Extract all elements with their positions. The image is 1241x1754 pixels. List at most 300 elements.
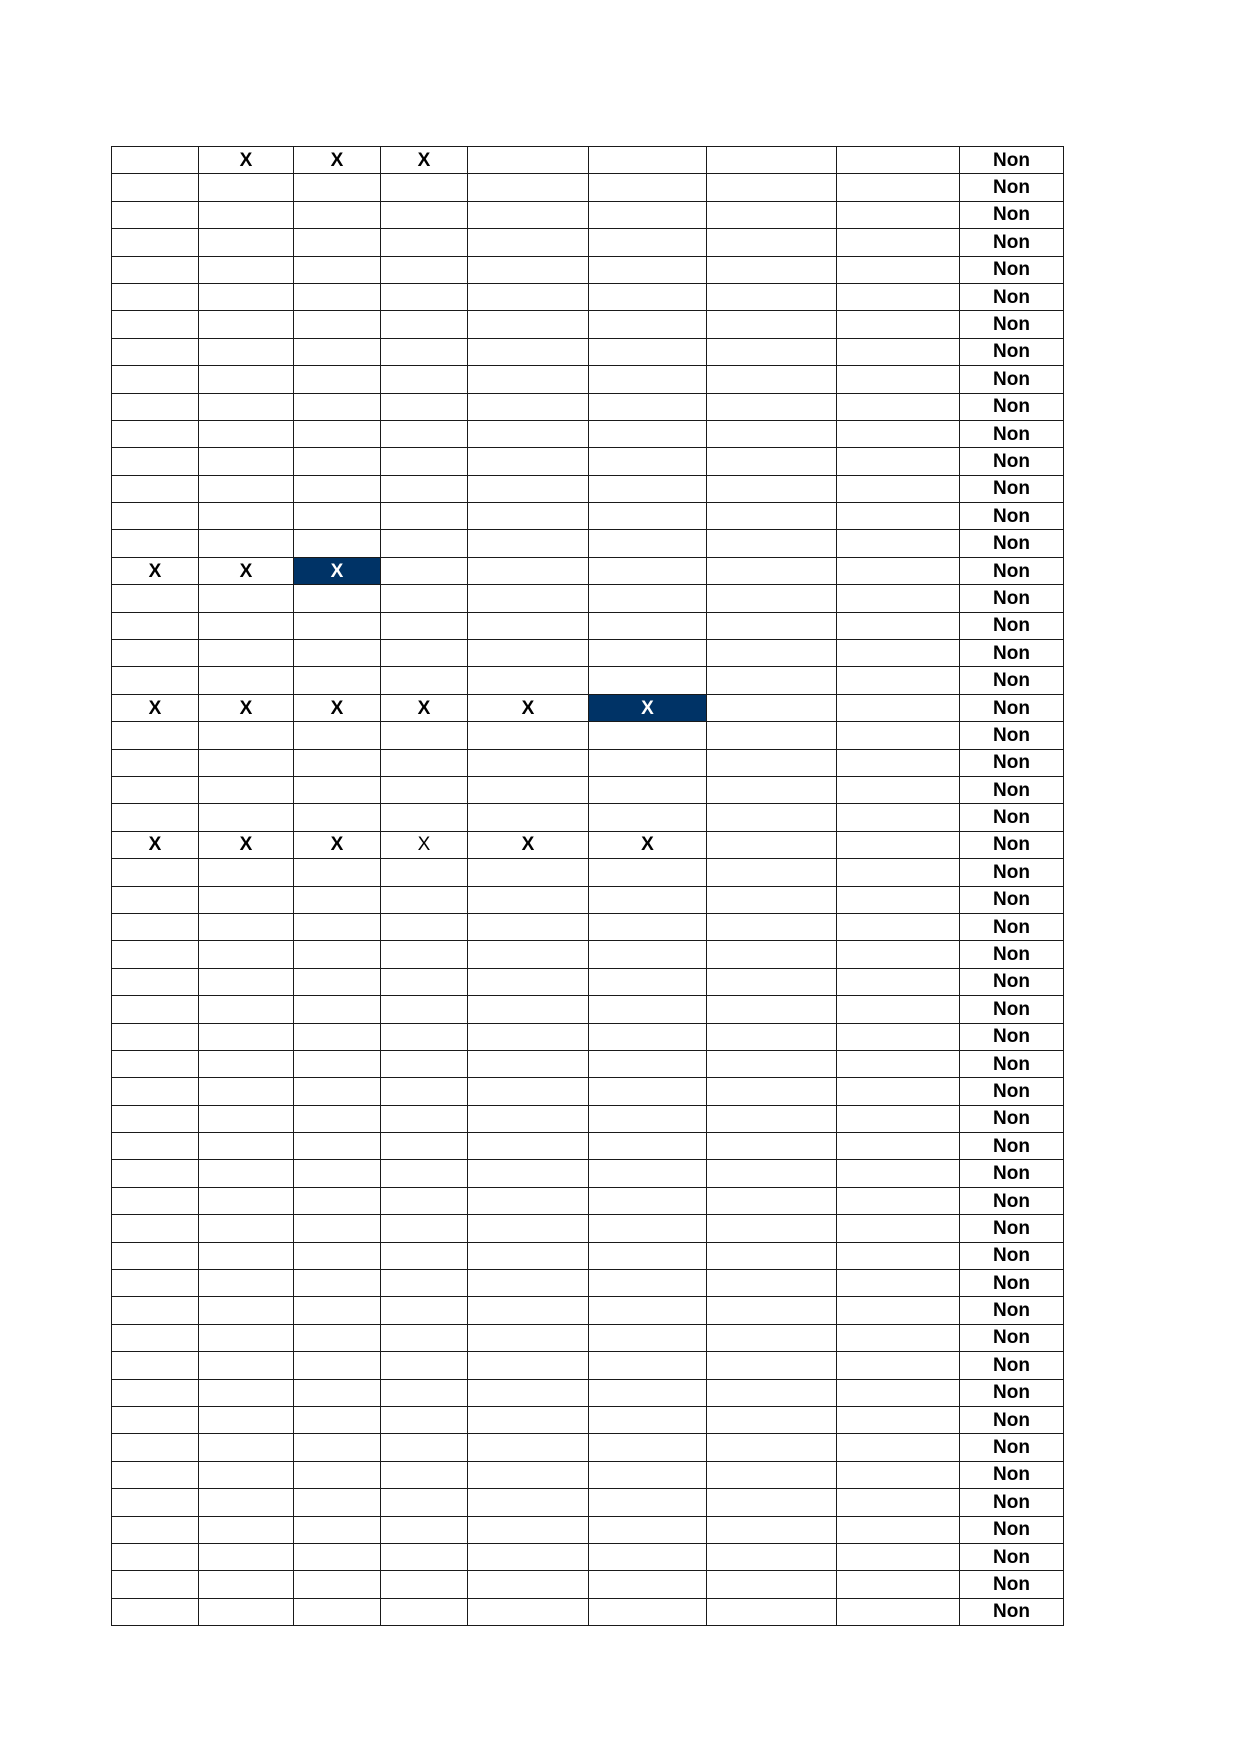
- mark-cell[interactable]: [707, 831, 837, 858]
- mark-cell[interactable]: [112, 1270, 199, 1297]
- mark-cell[interactable]: [199, 941, 294, 968]
- mark-cell[interactable]: [837, 804, 960, 831]
- mark-cell[interactable]: [468, 311, 589, 338]
- mark-cell[interactable]: [707, 283, 837, 310]
- mark-cell[interactable]: [294, 941, 381, 968]
- mark-cell[interactable]: [294, 722, 381, 749]
- mark-cell[interactable]: [468, 503, 589, 530]
- status-cell[interactable]: Non: [960, 1461, 1064, 1488]
- mark-cell[interactable]: [468, 640, 589, 667]
- mark-cell[interactable]: [112, 886, 199, 913]
- mark-cell[interactable]: [112, 1105, 199, 1132]
- status-cell[interactable]: Non: [960, 1434, 1064, 1461]
- mark-cell[interactable]: [589, 1379, 707, 1406]
- mark-cell[interactable]: [707, 229, 837, 256]
- mark-cell[interactable]: [468, 1050, 589, 1077]
- mark-cell[interactable]: [294, 749, 381, 776]
- mark-cell[interactable]: X: [468, 694, 589, 721]
- mark-cell[interactable]: [468, 1133, 589, 1160]
- status-cell[interactable]: Non: [960, 941, 1064, 968]
- mark-cell[interactable]: X: [112, 831, 199, 858]
- status-cell[interactable]: Non: [960, 1215, 1064, 1242]
- mark-cell[interactable]: [468, 1215, 589, 1242]
- mark-cell[interactable]: [294, 585, 381, 612]
- status-cell[interactable]: Non: [960, 886, 1064, 913]
- status-cell[interactable]: Non: [960, 859, 1064, 886]
- mark-cell[interactable]: [381, 283, 468, 310]
- mark-cell[interactable]: [381, 1434, 468, 1461]
- mark-cell[interactable]: [381, 557, 468, 584]
- mark-cell[interactable]: [837, 1297, 960, 1324]
- mark-cell[interactable]: [589, 1461, 707, 1488]
- mark-cell[interactable]: [707, 420, 837, 447]
- status-cell[interactable]: Non: [960, 147, 1064, 174]
- mark-cell[interactable]: [837, 667, 960, 694]
- mark-cell[interactable]: [381, 338, 468, 365]
- status-cell[interactable]: Non: [960, 256, 1064, 283]
- mark-cell[interactable]: [589, 1078, 707, 1105]
- mark-cell[interactable]: [837, 749, 960, 776]
- mark-cell[interactable]: [199, 1297, 294, 1324]
- mark-cell[interactable]: [468, 776, 589, 803]
- mark-cell[interactable]: [707, 1105, 837, 1132]
- mark-cell[interactable]: [589, 1571, 707, 1598]
- mark-cell[interactable]: [837, 229, 960, 256]
- mark-cell[interactable]: [837, 585, 960, 612]
- status-cell[interactable]: Non: [960, 667, 1064, 694]
- mark-cell[interactable]: [837, 859, 960, 886]
- status-cell[interactable]: Non: [960, 557, 1064, 584]
- mark-cell[interactable]: [381, 749, 468, 776]
- mark-cell[interactable]: [468, 1270, 589, 1297]
- mark-cell[interactable]: [837, 448, 960, 475]
- mark-cell[interactable]: [294, 1598, 381, 1625]
- mark-cell[interactable]: [294, 448, 381, 475]
- mark-cell[interactable]: [294, 886, 381, 913]
- mark-cell[interactable]: [837, 1461, 960, 1488]
- mark-cell[interactable]: [112, 996, 199, 1023]
- mark-cell[interactable]: X: [294, 147, 381, 174]
- status-cell[interactable]: Non: [960, 475, 1064, 502]
- mark-cell[interactable]: [294, 1352, 381, 1379]
- mark-cell[interactable]: [468, 1516, 589, 1543]
- mark-cell[interactable]: [468, 420, 589, 447]
- status-cell[interactable]: Non: [960, 831, 1064, 858]
- mark-cell[interactable]: [112, 722, 199, 749]
- status-cell[interactable]: Non: [960, 640, 1064, 667]
- mark-cell[interactable]: [707, 475, 837, 502]
- mark-cell[interactable]: [294, 1571, 381, 1598]
- mark-cell[interactable]: [294, 996, 381, 1023]
- status-cell[interactable]: Non: [960, 530, 1064, 557]
- mark-cell[interactable]: [589, 1543, 707, 1570]
- mark-cell[interactable]: [112, 1516, 199, 1543]
- mark-cell[interactable]: [112, 667, 199, 694]
- mark-cell[interactable]: [837, 338, 960, 365]
- mark-cell[interactable]: [294, 311, 381, 338]
- status-cell[interactable]: Non: [960, 338, 1064, 365]
- status-cell[interactable]: Non: [960, 1598, 1064, 1625]
- mark-cell[interactable]: [112, 201, 199, 228]
- mark-cell[interactable]: [294, 612, 381, 639]
- mark-cell[interactable]: [837, 366, 960, 393]
- mark-cell[interactable]: [468, 1598, 589, 1625]
- mark-cell[interactable]: [199, 886, 294, 913]
- mark-cell[interactable]: [112, 1324, 199, 1351]
- mark-cell[interactable]: [837, 1133, 960, 1160]
- mark-cell[interactable]: [589, 640, 707, 667]
- mark-cell[interactable]: [112, 859, 199, 886]
- mark-cell[interactable]: [468, 475, 589, 502]
- mark-cell[interactable]: [837, 1270, 960, 1297]
- mark-cell[interactable]: [707, 1352, 837, 1379]
- mark-cell[interactable]: [707, 996, 837, 1023]
- mark-cell[interactable]: [199, 338, 294, 365]
- mark-cell[interactable]: X: [294, 557, 381, 584]
- mark-cell[interactable]: [707, 530, 837, 557]
- mark-cell[interactable]: [199, 256, 294, 283]
- mark-cell[interactable]: [112, 366, 199, 393]
- mark-cell[interactable]: [199, 530, 294, 557]
- mark-cell[interactable]: [381, 1598, 468, 1625]
- mark-cell[interactable]: [468, 886, 589, 913]
- mark-cell[interactable]: [589, 941, 707, 968]
- status-cell[interactable]: Non: [960, 722, 1064, 749]
- status-cell[interactable]: Non: [960, 1050, 1064, 1077]
- mark-cell[interactable]: [837, 530, 960, 557]
- mark-cell[interactable]: [837, 174, 960, 201]
- mark-cell[interactable]: X: [199, 694, 294, 721]
- mark-cell[interactable]: [837, 612, 960, 639]
- mark-cell[interactable]: [381, 1270, 468, 1297]
- mark-cell[interactable]: [468, 749, 589, 776]
- mark-cell[interactable]: [837, 256, 960, 283]
- mark-cell[interactable]: [707, 585, 837, 612]
- mark-cell[interactable]: [112, 1023, 199, 1050]
- mark-cell[interactable]: [381, 503, 468, 530]
- mark-cell[interactable]: [468, 913, 589, 940]
- mark-cell[interactable]: [707, 913, 837, 940]
- status-cell[interactable]: Non: [960, 1516, 1064, 1543]
- mark-cell[interactable]: [381, 776, 468, 803]
- mark-cell[interactable]: [112, 1571, 199, 1598]
- mark-cell[interactable]: [707, 1461, 837, 1488]
- mark-cell[interactable]: [294, 667, 381, 694]
- mark-cell[interactable]: [468, 667, 589, 694]
- mark-cell[interactable]: [294, 1242, 381, 1269]
- status-cell[interactable]: Non: [960, 1078, 1064, 1105]
- mark-cell[interactable]: [294, 968, 381, 995]
- mark-cell[interactable]: [589, 1023, 707, 1050]
- mark-cell[interactable]: [112, 1242, 199, 1269]
- mark-cell[interactable]: [294, 1078, 381, 1105]
- mark-cell[interactable]: [294, 640, 381, 667]
- mark-cell[interactable]: [707, 1543, 837, 1570]
- mark-cell[interactable]: [837, 996, 960, 1023]
- mark-cell[interactable]: [294, 1516, 381, 1543]
- mark-cell[interactable]: [589, 968, 707, 995]
- mark-cell[interactable]: [112, 1078, 199, 1105]
- mark-cell[interactable]: [837, 1050, 960, 1077]
- mark-cell[interactable]: [199, 283, 294, 310]
- mark-cell[interactable]: [294, 530, 381, 557]
- mark-cell[interactable]: [294, 1324, 381, 1351]
- mark-cell[interactable]: [294, 1434, 381, 1461]
- mark-cell[interactable]: [707, 1050, 837, 1077]
- mark-cell[interactable]: [294, 174, 381, 201]
- mark-cell[interactable]: [707, 776, 837, 803]
- mark-cell[interactable]: [468, 859, 589, 886]
- mark-cell[interactable]: [381, 859, 468, 886]
- mark-cell[interactable]: [589, 1297, 707, 1324]
- mark-cell[interactable]: [381, 886, 468, 913]
- mark-cell[interactable]: [837, 283, 960, 310]
- mark-cell[interactable]: [381, 585, 468, 612]
- mark-cell[interactable]: [381, 804, 468, 831]
- mark-cell[interactable]: X: [294, 831, 381, 858]
- mark-cell[interactable]: [707, 1297, 837, 1324]
- mark-cell[interactable]: [199, 1160, 294, 1187]
- mark-cell[interactable]: [468, 448, 589, 475]
- status-cell[interactable]: Non: [960, 1571, 1064, 1598]
- mark-cell[interactable]: [468, 1489, 589, 1516]
- mark-cell[interactable]: [707, 1187, 837, 1214]
- mark-cell[interactable]: [112, 1050, 199, 1077]
- status-cell[interactable]: Non: [960, 1297, 1064, 1324]
- status-cell[interactable]: Non: [960, 1023, 1064, 1050]
- mark-cell[interactable]: [112, 448, 199, 475]
- mark-cell[interactable]: [837, 1406, 960, 1433]
- mark-cell[interactable]: [589, 366, 707, 393]
- mark-cell[interactable]: [468, 530, 589, 557]
- mark-cell[interactable]: [589, 283, 707, 310]
- mark-cell[interactable]: [837, 1078, 960, 1105]
- mark-cell[interactable]: [112, 913, 199, 940]
- mark-cell[interactable]: [707, 667, 837, 694]
- mark-cell[interactable]: [294, 1105, 381, 1132]
- mark-cell[interactable]: [468, 256, 589, 283]
- mark-cell[interactable]: [199, 749, 294, 776]
- mark-cell[interactable]: [294, 338, 381, 365]
- mark-cell[interactable]: [468, 1571, 589, 1598]
- status-cell[interactable]: Non: [960, 612, 1064, 639]
- mark-cell[interactable]: [112, 1434, 199, 1461]
- mark-cell[interactable]: [381, 1023, 468, 1050]
- mark-cell[interactable]: [199, 1379, 294, 1406]
- mark-cell[interactable]: X: [381, 694, 468, 721]
- mark-cell[interactable]: [199, 1571, 294, 1598]
- mark-cell[interactable]: [468, 968, 589, 995]
- mark-cell[interactable]: [294, 420, 381, 447]
- mark-cell[interactable]: [707, 557, 837, 584]
- mark-cell[interactable]: [381, 996, 468, 1023]
- mark-cell[interactable]: [199, 667, 294, 694]
- mark-cell[interactable]: [112, 530, 199, 557]
- mark-cell[interactable]: [112, 941, 199, 968]
- status-cell[interactable]: Non: [960, 1160, 1064, 1187]
- mark-cell[interactable]: [199, 776, 294, 803]
- mark-cell[interactable]: [294, 229, 381, 256]
- mark-cell[interactable]: X: [468, 831, 589, 858]
- mark-cell[interactable]: [468, 283, 589, 310]
- status-cell[interactable]: Non: [960, 393, 1064, 420]
- mark-cell[interactable]: [112, 1187, 199, 1214]
- mark-cell[interactable]: [468, 996, 589, 1023]
- mark-cell[interactable]: [381, 941, 468, 968]
- mark-cell[interactable]: [294, 201, 381, 228]
- mark-cell[interactable]: X: [294, 694, 381, 721]
- mark-cell[interactable]: [381, 1543, 468, 1570]
- mark-cell[interactable]: [468, 1379, 589, 1406]
- mark-cell[interactable]: [112, 420, 199, 447]
- mark-cell[interactable]: [381, 311, 468, 338]
- mark-cell[interactable]: [589, 1215, 707, 1242]
- mark-cell[interactable]: X: [112, 557, 199, 584]
- mark-cell[interactable]: [707, 1242, 837, 1269]
- mark-cell[interactable]: [468, 1023, 589, 1050]
- mark-cell[interactable]: [294, 1215, 381, 1242]
- mark-cell[interactable]: [707, 886, 837, 913]
- mark-cell[interactable]: [112, 503, 199, 530]
- mark-cell[interactable]: [199, 722, 294, 749]
- mark-cell[interactable]: [589, 201, 707, 228]
- mark-cell[interactable]: [468, 1352, 589, 1379]
- mark-cell[interactable]: [294, 1297, 381, 1324]
- mark-cell[interactable]: [294, 256, 381, 283]
- mark-cell[interactable]: [589, 530, 707, 557]
- mark-cell[interactable]: [837, 941, 960, 968]
- mark-cell[interactable]: [837, 913, 960, 940]
- mark-cell[interactable]: [381, 1379, 468, 1406]
- mark-cell[interactable]: [112, 475, 199, 502]
- mark-cell[interactable]: [837, 1352, 960, 1379]
- status-cell[interactable]: Non: [960, 585, 1064, 612]
- mark-cell[interactable]: [468, 201, 589, 228]
- status-cell[interactable]: Non: [960, 776, 1064, 803]
- mark-cell[interactable]: [468, 1406, 589, 1433]
- mark-cell[interactable]: [381, 1215, 468, 1242]
- mark-cell[interactable]: [589, 722, 707, 749]
- mark-cell[interactable]: [199, 1543, 294, 1570]
- mark-cell[interactable]: [589, 420, 707, 447]
- mark-cell[interactable]: [468, 1078, 589, 1105]
- mark-cell[interactable]: [294, 1543, 381, 1570]
- mark-cell[interactable]: [112, 1598, 199, 1625]
- status-cell[interactable]: Non: [960, 1379, 1064, 1406]
- mark-cell[interactable]: [199, 1133, 294, 1160]
- mark-cell[interactable]: [112, 968, 199, 995]
- mark-cell[interactable]: [589, 311, 707, 338]
- mark-cell[interactable]: [112, 283, 199, 310]
- mark-cell[interactable]: [381, 1489, 468, 1516]
- mark-cell[interactable]: [199, 1598, 294, 1625]
- status-cell[interactable]: Non: [960, 1406, 1064, 1433]
- mark-cell[interactable]: [589, 448, 707, 475]
- mark-cell[interactable]: [468, 1324, 589, 1351]
- mark-cell[interactable]: [199, 311, 294, 338]
- mark-cell[interactable]: [199, 448, 294, 475]
- mark-cell[interactable]: [199, 1489, 294, 1516]
- mark-cell[interactable]: [199, 420, 294, 447]
- mark-cell[interactable]: [468, 174, 589, 201]
- mark-cell[interactable]: [837, 311, 960, 338]
- mark-cell[interactable]: X: [199, 557, 294, 584]
- mark-cell[interactable]: [837, 420, 960, 447]
- mark-cell[interactable]: [199, 585, 294, 612]
- mark-cell[interactable]: [381, 448, 468, 475]
- mark-cell[interactable]: [837, 503, 960, 530]
- mark-cell[interactable]: [589, 338, 707, 365]
- mark-cell[interactable]: [381, 1105, 468, 1132]
- mark-cell[interactable]: [468, 1242, 589, 1269]
- status-cell[interactable]: Non: [960, 503, 1064, 530]
- mark-cell[interactable]: [589, 859, 707, 886]
- mark-cell[interactable]: [589, 667, 707, 694]
- mark-cell[interactable]: [199, 1023, 294, 1050]
- mark-cell[interactable]: [707, 1078, 837, 1105]
- mark-cell[interactable]: [837, 776, 960, 803]
- mark-cell[interactable]: [381, 1352, 468, 1379]
- mark-cell[interactable]: [199, 996, 294, 1023]
- mark-cell[interactable]: [589, 393, 707, 420]
- status-cell[interactable]: Non: [960, 201, 1064, 228]
- mark-cell[interactable]: [199, 640, 294, 667]
- mark-cell[interactable]: [589, 1105, 707, 1132]
- mark-cell[interactable]: [468, 1105, 589, 1132]
- mark-cell[interactable]: [381, 640, 468, 667]
- mark-cell[interactable]: [294, 1160, 381, 1187]
- mark-cell[interactable]: [707, 1324, 837, 1351]
- mark-cell[interactable]: [837, 1215, 960, 1242]
- mark-cell[interactable]: [294, 1489, 381, 1516]
- status-cell[interactable]: Non: [960, 1324, 1064, 1351]
- mark-cell[interactable]: X: [199, 147, 294, 174]
- mark-cell[interactable]: [294, 1379, 381, 1406]
- mark-cell[interactable]: [199, 1050, 294, 1077]
- mark-cell[interactable]: [589, 996, 707, 1023]
- mark-cell[interactable]: [199, 1324, 294, 1351]
- mark-cell[interactable]: [199, 1215, 294, 1242]
- mark-cell[interactable]: [837, 968, 960, 995]
- mark-cell[interactable]: [381, 1160, 468, 1187]
- mark-cell[interactable]: [707, 1598, 837, 1625]
- mark-cell[interactable]: [589, 1270, 707, 1297]
- mark-cell[interactable]: [707, 1215, 837, 1242]
- mark-cell[interactable]: [837, 640, 960, 667]
- mark-cell[interactable]: [707, 749, 837, 776]
- mark-cell[interactable]: [294, 1461, 381, 1488]
- mark-cell[interactable]: [589, 585, 707, 612]
- mark-cell[interactable]: [294, 393, 381, 420]
- mark-cell[interactable]: [112, 147, 199, 174]
- mark-cell[interactable]: [707, 174, 837, 201]
- mark-cell[interactable]: [199, 475, 294, 502]
- mark-cell[interactable]: [381, 1050, 468, 1077]
- mark-cell[interactable]: [294, 475, 381, 502]
- mark-cell[interactable]: [468, 804, 589, 831]
- mark-cell[interactable]: [199, 1242, 294, 1269]
- mark-cell[interactable]: [837, 393, 960, 420]
- mark-cell[interactable]: [112, 776, 199, 803]
- mark-cell[interactable]: [381, 722, 468, 749]
- mark-cell[interactable]: [112, 1543, 199, 1570]
- mark-cell[interactable]: [707, 147, 837, 174]
- mark-cell[interactable]: [199, 968, 294, 995]
- mark-cell[interactable]: X: [112, 694, 199, 721]
- mark-cell[interactable]: [707, 366, 837, 393]
- mark-cell[interactable]: X: [381, 147, 468, 174]
- mark-cell[interactable]: [112, 1297, 199, 1324]
